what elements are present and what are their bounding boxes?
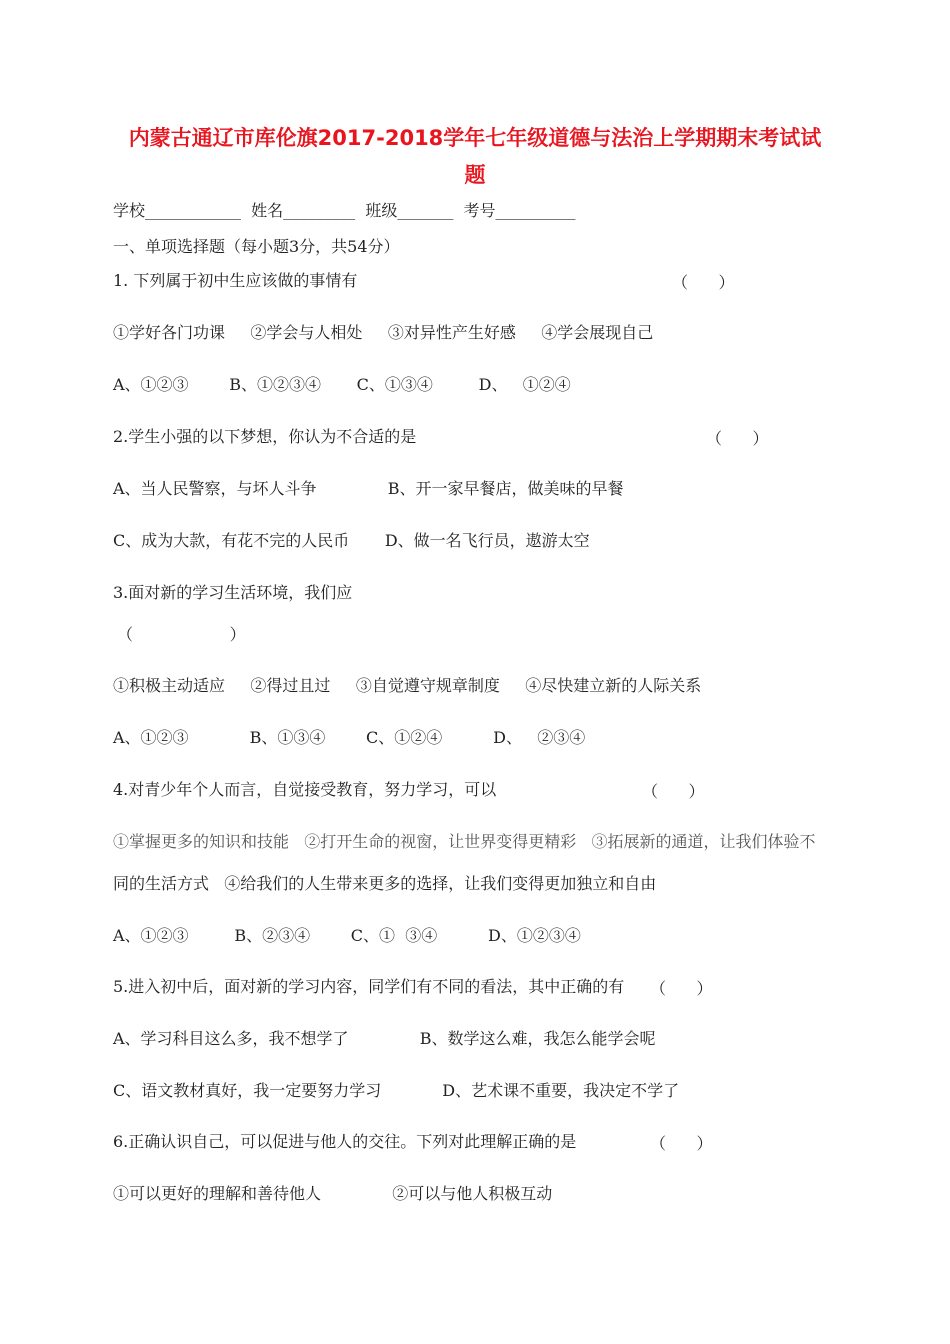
q3-options: A、①②③ B、①③④ C、①②④ D、 ②③④: [113, 728, 586, 747]
q4-stem: 4.对青少年个人而言，自觉接受教育，努力学习，可以: [113, 780, 497, 799]
q3-items: ①积极主动适应 ②得过且过 ③自觉遵守规章制度 ④尽快建立新的人际关系: [113, 676, 702, 695]
document-title-line2: 题: [464, 163, 486, 187]
q4-answer-paren: （ ）: [642, 782, 705, 801]
q2-options-row1: A、当人民警察，与坏人斗争 B、开一家早餐店，做美味的早餐: [113, 479, 624, 498]
q6-answer-paren: （ ）: [650, 1134, 713, 1153]
q6-items: ①可以更好的理解和善待他人 ②可以与他人积极互动: [113, 1184, 553, 1203]
q4-items-line1: ①掌握更多的知识和技能 ②打开生命的视窗，让世界变得更精彩 ③拓展新的通道，让我们体验不: [113, 832, 816, 851]
q2-stem: 2.学生小强的以下梦想，你认为不合适的是: [113, 427, 417, 446]
q4-items-line2: 同的生活方式 ④给我们的人生带来更多的选择，让我们变得更加独立和自由: [113, 874, 657, 893]
q5-options-row1: A、学习科目这么多，我不想学了 B、数学这么难，我怎么能学会呢: [113, 1029, 656, 1048]
q3-answer-paren: （ ）: [117, 625, 246, 644]
q3-stem: 3.面对新的学习生活环境，我们应: [113, 583, 353, 602]
document-title-line1: 内蒙古通辽市库伦旗2017-2018学年七年级道德与法治上学期期末考试试: [128, 126, 822, 150]
q1-options: A、①②③ B、①②③④ C、①③④ D、 ①②④: [113, 375, 571, 394]
q1-stem: 1. 下列属于初中生应该做的事情有: [113, 271, 358, 290]
q4-options: A、①②③ B、②③④ C、① ③④ D、①②③④: [113, 926, 581, 945]
q1-answer-paren: （ ）: [672, 273, 735, 292]
section-heading: 一、单项选择题（每小题3分，共54分）: [113, 237, 400, 256]
q5-stem: 5.进入初中后，面对新的学习内容，同学们有不同的看法，其中正确的有: [113, 977, 625, 996]
q2-answer-paren: （ ）: [706, 429, 769, 448]
q5-answer-paren: （ ）: [650, 979, 713, 998]
q6-stem: 6.正确认识自己，可以促进与他人的交往。下列对此理解正确的是: [113, 1132, 577, 1151]
student-info-line: 学校____________ 姓名_________ 班级_______ 考号__________: [113, 201, 576, 220]
q2-options-row2: C、成为大款，有花不完的人民币 D、做一名飞行员，遨游太空: [113, 531, 590, 550]
q5-options-row2: C、语文教材真好，我一定要努力学习 D、艺术课不重要，我决定不学了: [113, 1081, 680, 1100]
q1-items: ①学好各门功课 ②学会与人相处 ③对异性产生好感 ④学会展现自己: [113, 323, 654, 342]
